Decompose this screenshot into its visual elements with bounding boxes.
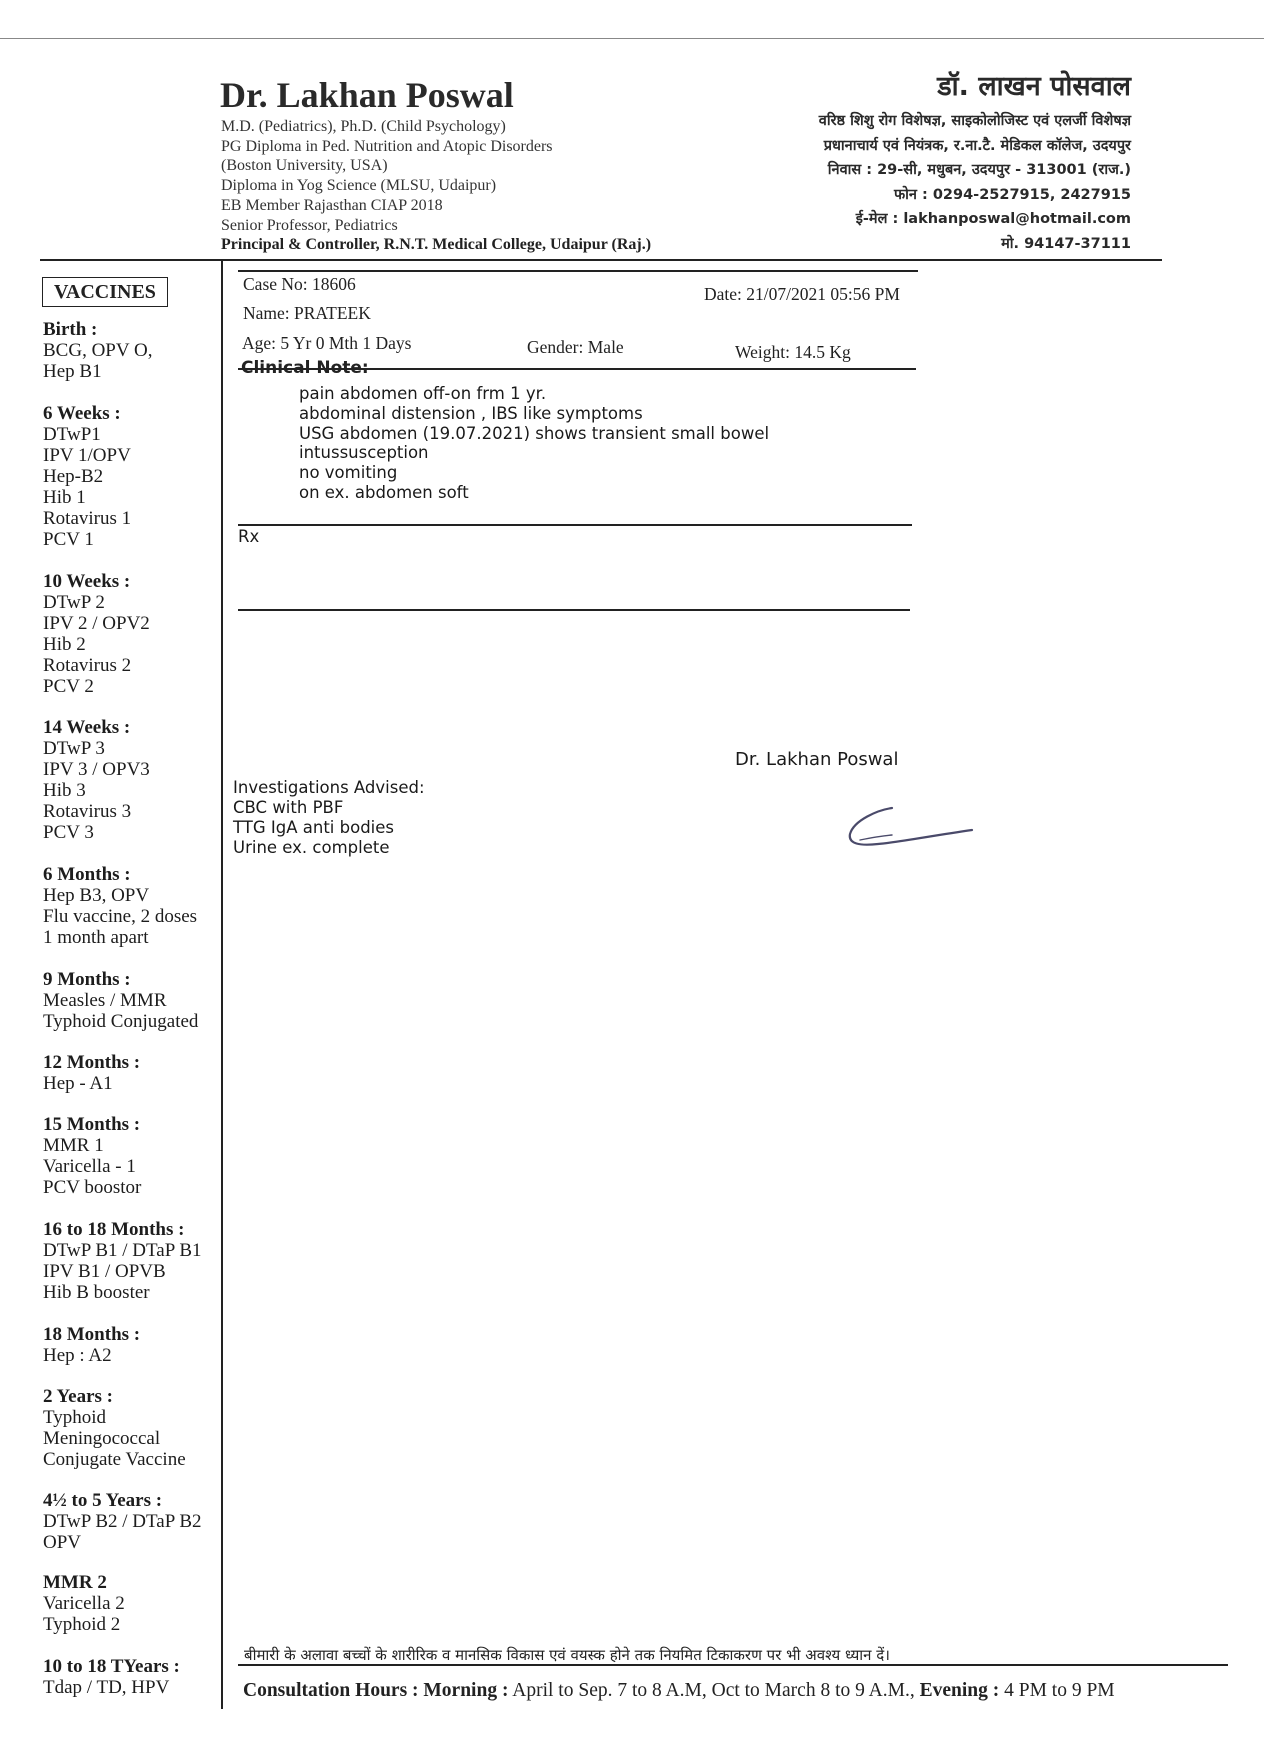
vaccine-item: DTwP B2 / DTaP B2 bbox=[43, 1511, 202, 1532]
vaccine-item: Rotavirus 1 bbox=[43, 508, 132, 529]
vaccine-item: Typhoid 2 bbox=[43, 1614, 121, 1635]
morning-hours: April to Sep. 7 to 8 A.M, Oct to March 8 to 9 A.M., bbox=[512, 1680, 915, 1701]
vaccine-group bbox=[43, 1572, 125, 1635]
hindi-line: निवास : 29-सी, मधुबन, उदयपुर - 313001 (राज.) bbox=[827, 162, 1131, 179]
vaccine-group bbox=[43, 864, 197, 948]
case-number: Case No: 18606 bbox=[243, 274, 356, 294]
vaccine-item: Typhoid bbox=[43, 1407, 107, 1428]
vaccine-group bbox=[43, 717, 150, 843]
vaccine-group-heading: 4½ to 5 Years : bbox=[43, 1490, 163, 1511]
qualification-line: Principal & Controller, R.N.T. Medical College, Udaipur (Raj.) bbox=[221, 236, 652, 254]
rx-label: Rx bbox=[238, 527, 260, 546]
qualification-line: (Boston University, USA) bbox=[221, 157, 388, 175]
footer-rule bbox=[238, 1664, 1228, 1666]
qualification-line: Senior Professor, Pediatrics bbox=[221, 216, 398, 234]
header-rule bbox=[40, 259, 1162, 261]
vaccine-item: Rotavirus 3 bbox=[43, 801, 132, 822]
vaccine-group-heading: 6 Weeks : bbox=[43, 403, 121, 424]
vaccine-item: Hib B booster bbox=[43, 1282, 150, 1303]
investigation-item: CBC with PBF bbox=[233, 798, 344, 817]
clinical-note-line: on ex. abdomen soft bbox=[299, 482, 469, 502]
vaccine-item: Hep B3, OPV bbox=[43, 885, 150, 906]
vaccine-group bbox=[43, 1052, 140, 1094]
clinical-note-line: USG abdomen (19.07.2021) shows transient small bowel bbox=[299, 423, 770, 443]
vaccine-item: 1 month apart bbox=[43, 927, 149, 948]
clinical-note-line: no vomiting bbox=[299, 463, 398, 483]
evening-label: Evening : bbox=[919, 1680, 1000, 1701]
vaccine-group-heading: 12 Months : bbox=[43, 1052, 141, 1073]
rx-bottom-rule bbox=[238, 609, 910, 611]
vaccine-item: Hib 3 bbox=[43, 780, 86, 801]
vaccine-group-heading: 18 Months : bbox=[43, 1324, 141, 1345]
doctor-name: Dr. Lakhan Poswal bbox=[220, 75, 514, 115]
vaccine-item: MMR 1 bbox=[43, 1135, 104, 1156]
vaccine-group-heading: Birth : bbox=[43, 319, 98, 340]
vaccine-item: IPV 1/OPV bbox=[43, 445, 131, 466]
clinical-note-body bbox=[299, 384, 769, 503]
footer-hindi-note: बीमारी के अलावा बच्चों के शारीरिक व मानसिक विकास एवं वयस्क होने तक नियमित टिकाकरण पर भी अवश्य ध्यान दें। bbox=[244, 1646, 890, 1664]
morning-label: Morning : bbox=[423, 1680, 509, 1701]
hindi-line: वरिष्ठ शिशु रोग विशेषज्ञ, साइकोलोजिस्ट एवं एलर्जी विशेषज्ञ bbox=[818, 113, 1131, 129]
vaccine-item: Hep B1 bbox=[43, 361, 102, 382]
vaccine-item: Rotavirus 2 bbox=[43, 655, 132, 676]
vaccine-group-heading: 15 Months : bbox=[43, 1114, 141, 1135]
vaccine-group-heading: MMR 2 bbox=[43, 1572, 107, 1593]
vaccine-group-heading: 9 Months : bbox=[43, 969, 131, 990]
consultation-hours bbox=[243, 1680, 1115, 1702]
hindi-letterhead bbox=[819, 66, 1131, 257]
vaccines-title: VACCINES bbox=[42, 277, 168, 307]
qualification-line: PG Diploma in Ped. Nutrition and Atopic Disorders bbox=[221, 137, 553, 155]
handwritten-signature bbox=[840, 800, 980, 860]
vaccine-group-heading: 10 to 18 TYears : bbox=[43, 1656, 180, 1677]
clinical-note-line: intussusception bbox=[299, 443, 429, 463]
signature-name: Dr. Lakhan Poswal bbox=[735, 749, 899, 770]
top-edge-line bbox=[0, 38, 1264, 39]
qualification-line: M.D. (Pediatrics), Ph.D. (Child Psychology) bbox=[221, 118, 506, 135]
vaccine-item: PCV 3 bbox=[43, 822, 94, 843]
vaccine-item: Varicella 2 bbox=[43, 1593, 125, 1614]
vaccine-group bbox=[43, 1386, 186, 1470]
patient-weight: Weight: 14.5 Kg bbox=[735, 342, 851, 362]
vaccine-item: PCV 1 bbox=[43, 529, 94, 550]
vaccine-item: Hib 2 bbox=[43, 634, 86, 655]
qualifications bbox=[221, 117, 651, 255]
vaccine-group bbox=[43, 319, 152, 382]
vaccine-item: IPV 3 / OPV3 bbox=[43, 759, 150, 780]
hindi-line: ई-मेल : lakhanposwal@hotmail.com bbox=[855, 211, 1131, 228]
vaccine-item: OPV bbox=[43, 1532, 82, 1553]
vaccine-group-heading: 14 Weeks : bbox=[43, 717, 131, 738]
vaccine-group-heading: 10 Weeks : bbox=[43, 571, 131, 592]
hindi-doctor-name: डॉ. लाखन पोसवाल bbox=[937, 71, 1131, 102]
vaccine-item: DTwP B1 / DTaP B1 bbox=[43, 1240, 202, 1261]
vaccine-group bbox=[43, 1490, 202, 1553]
investigation-item: Urine ex. complete bbox=[233, 838, 390, 857]
vaccine-item: Hib 1 bbox=[43, 487, 86, 508]
vaccine-item: Varicella - 1 bbox=[43, 1156, 136, 1177]
vaccine-group-heading: 6 Months : bbox=[43, 864, 131, 885]
vaccine-item: DTwP 2 bbox=[43, 592, 105, 613]
investigations-title: Investigations Advised: bbox=[233, 778, 425, 797]
clinical-note-line: abdominal distension , IBS like symptoms bbox=[299, 403, 643, 423]
investigations bbox=[233, 778, 425, 858]
vaccine-item: Typhoid Conjugated bbox=[43, 1011, 199, 1032]
vaccine-group-heading: 16 to 18 Months : bbox=[43, 1219, 185, 1240]
vaccine-group bbox=[43, 1656, 180, 1698]
evening-hours: 4 PM to 9 PM bbox=[1004, 1680, 1115, 1701]
qualification-line: EB Member Rajasthan CIAP 2018 bbox=[221, 196, 443, 214]
qualification-line: Diploma in Yog Science (MLSU, Udaipur) bbox=[221, 177, 497, 195]
vaccine-group bbox=[43, 1324, 140, 1366]
clinical-note-line: pain abdomen off-on frm 1 yr. bbox=[299, 384, 547, 403]
clinical-note-title: Clinical Note: bbox=[241, 358, 369, 378]
patient-name: Name: PRATEEK bbox=[243, 303, 371, 323]
vaccine-group bbox=[43, 403, 131, 550]
visit-date: Date: 21/07/2021 05:56 PM bbox=[704, 284, 900, 304]
patient-gender: Gender: Male bbox=[527, 337, 624, 357]
hindi-line: प्रधानाचार्य एवं नियंत्रक, र.ना.टै. मेडिकल कॉलेज, उदयपुर bbox=[823, 137, 1131, 154]
vaccine-item: Hep : A2 bbox=[43, 1345, 112, 1366]
vaccine-item: Tdap / TD, HPV bbox=[43, 1677, 170, 1698]
vaccine-item: Hep - A1 bbox=[43, 1073, 113, 1094]
vaccine-item: PCV boostor bbox=[43, 1177, 142, 1198]
vaccine-item: PCV 2 bbox=[43, 676, 94, 697]
vaccine-item: Conjugate Vaccine bbox=[43, 1449, 186, 1470]
vaccine-group bbox=[43, 969, 198, 1032]
vaccine-item: Hep-B2 bbox=[43, 466, 104, 487]
vaccine-group-heading: 2 Years : bbox=[43, 1386, 113, 1407]
vaccine-item: Flu vaccine, 2 doses bbox=[43, 906, 198, 927]
vaccine-group bbox=[43, 1114, 141, 1198]
vaccine-group bbox=[43, 1219, 202, 1303]
vaccine-item: DTwP1 bbox=[43, 424, 101, 445]
hindi-line: मो. 94147-37111 bbox=[1001, 235, 1131, 252]
vaccine-item: DTwP 3 bbox=[43, 738, 105, 759]
vaccine-item: BCG, OPV O, bbox=[43, 340, 153, 361]
sidebar-divider bbox=[221, 261, 223, 1709]
investigation-item: TTG IgA anti bodies bbox=[233, 818, 395, 837]
vaccine-item: IPV 2 / OPV2 bbox=[43, 613, 150, 634]
vaccine-item: Measles / MMR bbox=[43, 990, 167, 1011]
case-top-rule bbox=[238, 270, 918, 272]
hindi-line: फोन : 0294-2527915, 2427915 bbox=[893, 186, 1131, 203]
rx-top-rule bbox=[238, 524, 912, 526]
vaccine-item: IPV B1 / OPVB bbox=[43, 1261, 166, 1282]
hours-label: Consultation Hours : bbox=[243, 1680, 419, 1701]
patient-age: Age: 5 Yr 0 Mth 1 Days bbox=[242, 333, 412, 353]
vaccine-item: Meningococcal bbox=[43, 1428, 161, 1449]
vaccine-group bbox=[43, 571, 150, 697]
